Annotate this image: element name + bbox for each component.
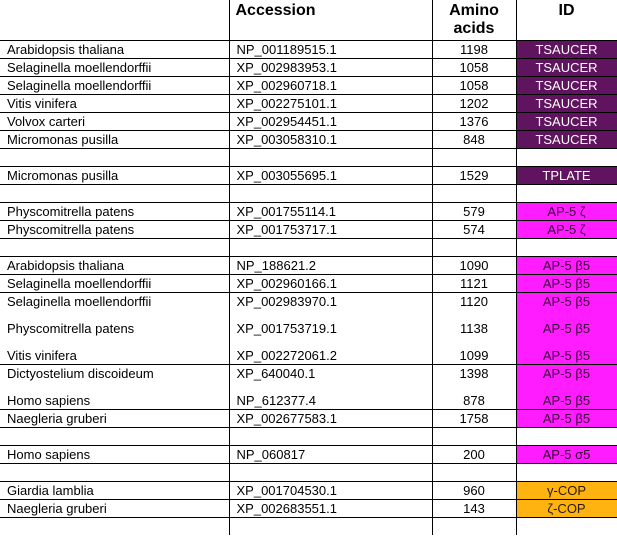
aa-cell: 200: [432, 446, 516, 464]
aa-cell: 1529: [432, 167, 516, 185]
accession-cell: XP_002954451.1: [229, 113, 432, 131]
accession-cell: XP_002983953.1: [229, 59, 432, 77]
aa-cell: 878: [432, 392, 516, 410]
spacer-row: [0, 149, 617, 167]
table-row: [0, 59, 617, 77]
table-row: [0, 293, 617, 321]
species-cell: Selaginella moellendorffii: [0, 77, 229, 95]
table-row: [0, 167, 617, 185]
species-cell: Homo sapiens: [0, 446, 229, 464]
accession-cell: XP_001753717.1: [229, 221, 432, 239]
accession-cell: XP_003058310.1: [229, 131, 432, 149]
species-cell: Physcomitrella patens: [7, 321, 135, 336]
aa-cell: 1198: [432, 41, 516, 59]
aa-cell: 848: [432, 131, 516, 149]
species-cell: Arabidopsis thaliana: [0, 41, 229, 59]
accession-cell: NP_060817: [229, 446, 432, 464]
table-row: [0, 275, 617, 293]
aa-cell: 1120: [432, 293, 516, 321]
spacer-row: [0, 185, 617, 203]
header-amino-acids: Amino acids: [432, 0, 516, 41]
aa-cell: 143: [432, 500, 516, 518]
species-cell: Vitis vinifera: [0, 95, 229, 113]
species-cell: Selaginella moellendorffii: [7, 294, 152, 309]
header-id: ID: [516, 0, 617, 41]
id-cell: TSAUCER: [516, 59, 617, 77]
aa-cell: 1058: [432, 77, 516, 95]
id-cell: TSAUCER: [516, 41, 617, 59]
aa-cell: 960: [432, 482, 516, 500]
table-row: [0, 365, 617, 393]
table-row: [0, 482, 617, 500]
species-cell: Physcomitrella patens: [0, 221, 229, 239]
spacer-row: [0, 464, 617, 482]
table-row: [0, 221, 617, 239]
table-row: [0, 95, 617, 113]
aa-cell: 1138: [432, 320, 516, 347]
aa-cell: 1121: [432, 275, 516, 293]
aa-cell: 579: [432, 203, 516, 221]
id-cell: TPLATE: [516, 167, 617, 185]
accession-cell: XP_002275101.1: [229, 95, 432, 113]
table-row: [0, 203, 617, 221]
aa-cell: 1758: [432, 410, 516, 428]
table-row: [0, 131, 617, 149]
table-row: [0, 410, 617, 428]
species-cell: Naegleria gruberi: [0, 410, 229, 428]
id-cell: AP-5 β5: [516, 392, 617, 410]
id-cell: TSAUCER: [516, 131, 617, 149]
spacer-row: [0, 518, 617, 536]
table-row: [0, 320, 617, 347]
species-cell: Naegleria gruberi: [0, 500, 229, 518]
id-cell: AP-5 σ5: [516, 446, 617, 464]
species-cell: Homo sapiens: [0, 392, 229, 410]
id-cell: ζ-COP: [516, 500, 617, 518]
species-cell: Vitis vinifera: [0, 347, 229, 365]
id-cell: AP-5 β5: [516, 347, 617, 365]
id-cell: γ-COP: [516, 482, 617, 500]
accession-cell: XP_001704530.1: [229, 482, 432, 500]
table-row: [0, 257, 617, 275]
table-row: [0, 347, 617, 365]
header-accession: Accession: [229, 0, 432, 41]
table-row: [0, 113, 617, 131]
accession-cell: XP_002272061.2: [229, 347, 432, 365]
id-cell: AP-5 β5: [516, 365, 617, 393]
species-cell: Micromonas pusilla: [0, 167, 229, 185]
table-row: [0, 41, 617, 59]
accession-cell: NP_612377.4: [229, 392, 432, 410]
id-cell: AP-5 β5: [516, 410, 617, 428]
table-row: [0, 77, 617, 95]
header-species: [0, 0, 229, 41]
aa-cell: 1202: [432, 95, 516, 113]
spacer-row: [0, 428, 617, 446]
species-cell: Arabidopsis thaliana: [0, 257, 229, 275]
species-cell: Giardia lamblia: [0, 482, 229, 500]
accession-cell: XP_002677583.1: [229, 410, 432, 428]
id-cell: TSAUCER: [516, 113, 617, 131]
species-cell: Micromonas pusilla: [0, 131, 229, 149]
aa-cell: 1376: [432, 113, 516, 131]
table-row: [0, 500, 617, 518]
species-cell: Volvox carteri: [0, 113, 229, 131]
species-cell: Dictyostelium discoideum: [7, 366, 154, 381]
aa-cell: 1099: [432, 347, 516, 365]
id-cell: TSAUCER: [516, 77, 617, 95]
spacer-row: [0, 239, 617, 257]
table-row: [0, 446, 617, 464]
aa-cell: 1398: [432, 365, 516, 393]
accession-cell: XP_002960718.1: [229, 77, 432, 95]
aa-cell: 1090: [432, 257, 516, 275]
accession-cell: XP_002960166.1: [229, 275, 432, 293]
id-cell: AP-5 ζ: [516, 203, 617, 221]
id-cell: TSAUCER: [516, 95, 617, 113]
species-cell: Physcomitrella patens: [0, 203, 229, 221]
id-cell: AP-5 ζ: [516, 221, 617, 239]
accession-cell: XP_001753719.1: [229, 320, 432, 347]
accession-cell: XP_001755114.1: [229, 203, 432, 221]
accession-cell: XP_003055695.1: [229, 167, 432, 185]
aa-cell: 1058: [432, 59, 516, 77]
accession-cell: NP_188621.2: [229, 257, 432, 275]
accession-cell: XP_002983970.1: [229, 293, 432, 321]
id-cell: AP-5 β5: [516, 293, 617, 321]
species-cell: Selaginella moellendorffii: [0, 59, 229, 77]
id-cell: AP-5 β5: [516, 275, 617, 293]
aa-cell: 574: [432, 221, 516, 239]
species-cell: Selaginella moellendorffii: [0, 275, 229, 293]
id-cell: AP-5 β5: [516, 257, 617, 275]
id-cell: AP-5 β5: [516, 320, 617, 347]
accession-cell: NP_001189515.1: [229, 41, 432, 59]
accession-cell: XP_640040.1: [229, 365, 432, 393]
accession-cell: XP_002683551.1: [229, 500, 432, 518]
header-row: [0, 0, 617, 41]
table-row: [0, 392, 617, 410]
